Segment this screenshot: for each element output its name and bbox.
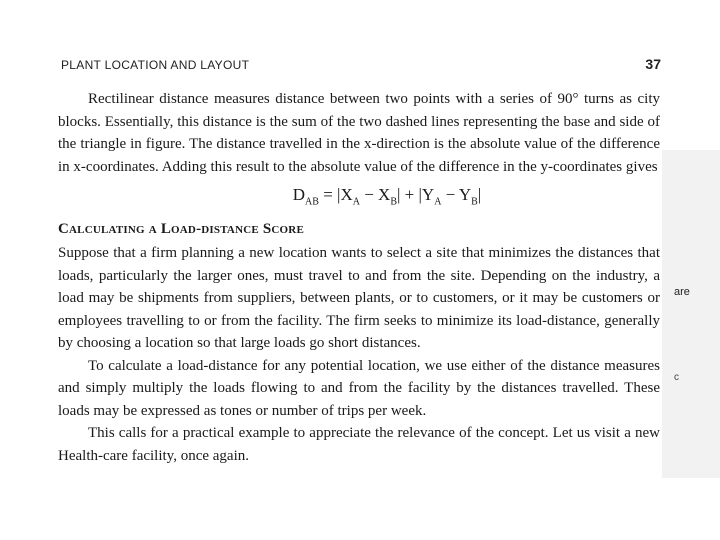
formula-sub: A (352, 196, 360, 208)
paragraph-load-distance-intro: Suppose that a firm planning a new location wants to select a site that minimizes the distances that loads, particularly the larger ones, must travel to and from the site. Depending on the industry, a load may be shipments from suppliers, between plants, or to customers, or it may be customers or employees travelling to or from the facility. The firm seeks to minimize its load-distance, generally by choosing a location so that large loads go short distances. (58, 245, 660, 352)
running-title: PLANT LOCATION AND LAYOUT (61, 58, 250, 72)
formula-sub: B (471, 196, 478, 208)
paragraph-rectilinear-distance: Rectilinear distance measures distance between two points with a series of 90° turns as city blocks. Essentially, this distance is the sum of the two dashed lines representing the base and side of the triangle in figure. The distance travelled in the x-direction is the absolute value of the difference in x-coordinates. Adding this result to the absolute value of the difference in the y-coordinates gives (58, 91, 660, 175)
formula-part: − Y (441, 185, 472, 204)
formula-sub: A (434, 196, 442, 208)
page-header (61, 56, 661, 74)
side-overlay-text: are (674, 286, 690, 298)
page-body (58, 88, 660, 467)
formula-part: = |X (318, 185, 353, 204)
formula-lhs: D (292, 185, 306, 204)
formula-part: | + |Y (397, 185, 435, 204)
formula-part: − X (359, 185, 391, 204)
paragraph-example-intro: This calls for a practical example to appreciate the relevance of the concept. Let us visit a new Health-care facility, once again. (58, 425, 660, 464)
formula-part: | (477, 185, 482, 204)
distance-formula (114, 183, 660, 214)
page-number: 37 (645, 56, 661, 72)
side-overlay-panel (662, 150, 720, 478)
side-overlay-mark: c (674, 372, 679, 383)
section-heading: Calculating a Load-distance Score (58, 221, 304, 238)
paragraph-load-distance-calc: To calculate a load-distance for any potential location, we use either of the distance measures and simply multiply the loads flowing to and from the facility by the distances travelled. These loads may be expressed as tones or number of trips per week. (58, 357, 660, 419)
formula-lhs-sub: AB (305, 196, 319, 208)
formula-sub: B (390, 196, 398, 208)
